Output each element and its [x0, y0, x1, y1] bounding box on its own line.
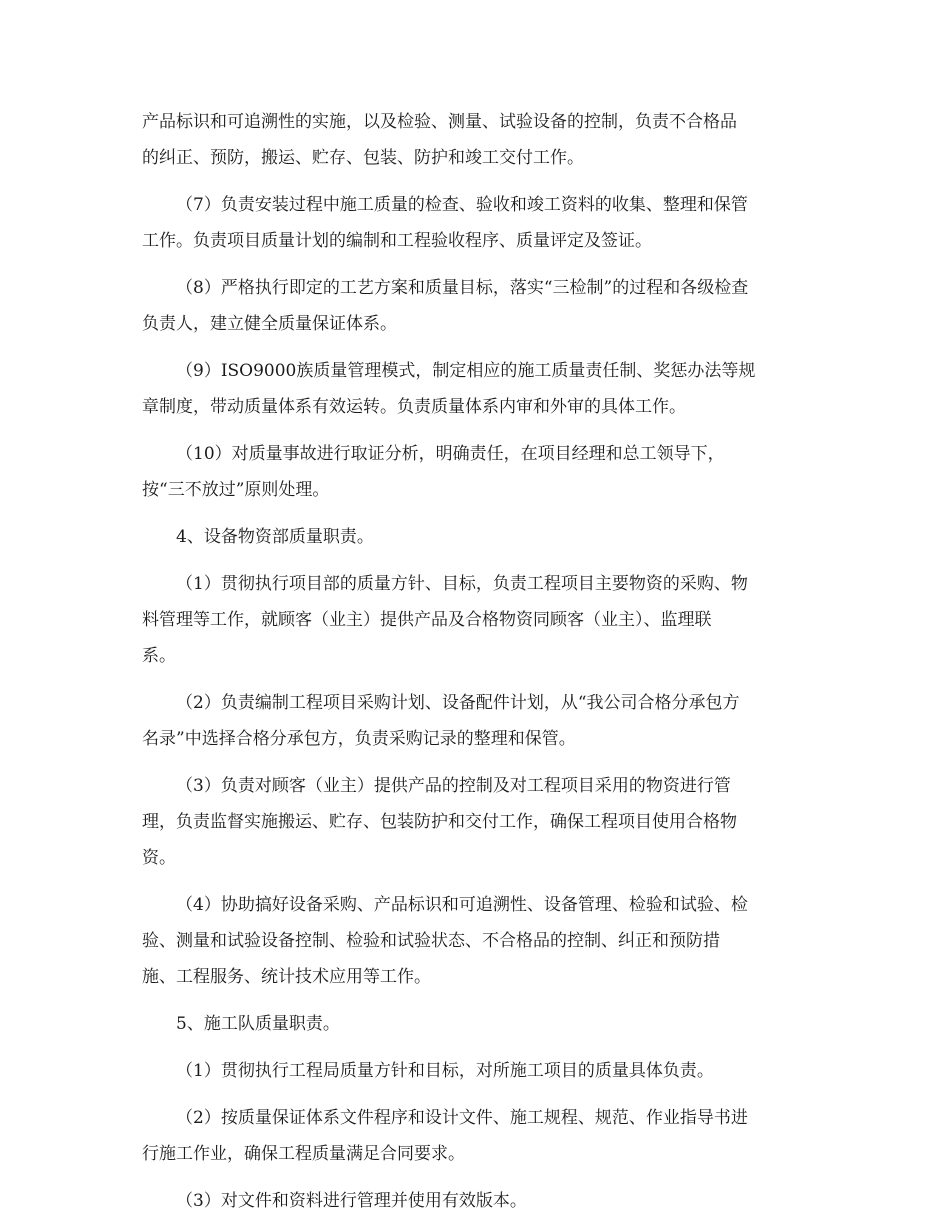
text-line: （3）负责对顾客（业主）提供产品的控制及对工程项目采用的物资进行管 [176, 776, 731, 796]
text-line: 产品标识和可追溯性的实施，以及检验、测量、试验设备的控制，负责不合格品 [142, 112, 737, 132]
text-line: 按“三不放过”原则处理。 [142, 480, 330, 500]
text-line: （10）对质量事故进行取证分析，明确责任，在项目经理和总工领导下， [176, 444, 725, 464]
text-line: （2）按质量保证体系文件程序和设计文件、施工规程、规范、作业指导书进 [176, 1108, 748, 1128]
text-line: 资。 [142, 848, 176, 868]
text-line: （3）对文件和资料进行管理并使用有效版本。 [176, 1191, 527, 1211]
text-line: （1）贯彻执行工程局质量方针和目标，对所施工项目的质量具体负责。 [176, 1061, 714, 1081]
text-line: （9）ISO9000族质量管理模式，制定相应的施工质量责任制、奖惩办法等规 [176, 361, 756, 381]
text-line: 行施工作业，确保工程质量满足合同要求。 [142, 1144, 465, 1164]
text-line: 料管理等工作，就顾客（业主）提供产品及合格物资同顾客（业主）、监理联 [142, 610, 712, 630]
text-line: （4）协助搞好设备采购、产品标识和可追溯性、设备管理、检验和试验、检 [176, 895, 748, 915]
text-line: （1）贯彻执行项目部的质量方针、目标，负责工程项目主要物资的采购、物 [176, 574, 748, 594]
text-line: （2）负责编制工程项目采购计划、设备配件计划，从“我公司合格分承包方 [176, 693, 740, 713]
text-line: 的纠正、预防，搬运、贮存、包装、防护和竣工交付工作。 [142, 148, 584, 168]
text-line: 理，负责监督实施搬运、贮存、包装防护和交付工作，确保工程项目使用合格物 [142, 812, 737, 832]
section-heading: 4、设备物资部质量职责。 [176, 527, 374, 547]
text-line: 工作。负责项目质量计划的编制和工程验收程序、质量评定及签证。 [142, 231, 652, 251]
text-line: 名录”中选择合格分承包方，负责采购记录的整理和保管。 [142, 729, 576, 749]
text-line: 章制度，带动质量体系有效运转。负责质量体系内审和外审的具体工作。 [142, 397, 686, 417]
text-line: （8）严格执行即定的工艺方案和质量目标，落实“三检制”的过程和各级检查 [176, 278, 749, 298]
text-line: 施、工程服务、统计技术应用等工作。 [142, 967, 431, 987]
text-line: 负责人，建立健全质量保证体系。 [142, 314, 397, 334]
text-line: 验、测量和试验设备控制、检验和试验状态、不合格品的控制、纠正和预防措 [142, 931, 720, 951]
text-line: （7）负责安装过程中施工质量的检查、验收和竣工资料的收集、整理和保管 [176, 195, 748, 215]
text-line: 系。 [142, 646, 176, 666]
section-heading: 5、施工队质量职责。 [176, 1014, 340, 1034]
